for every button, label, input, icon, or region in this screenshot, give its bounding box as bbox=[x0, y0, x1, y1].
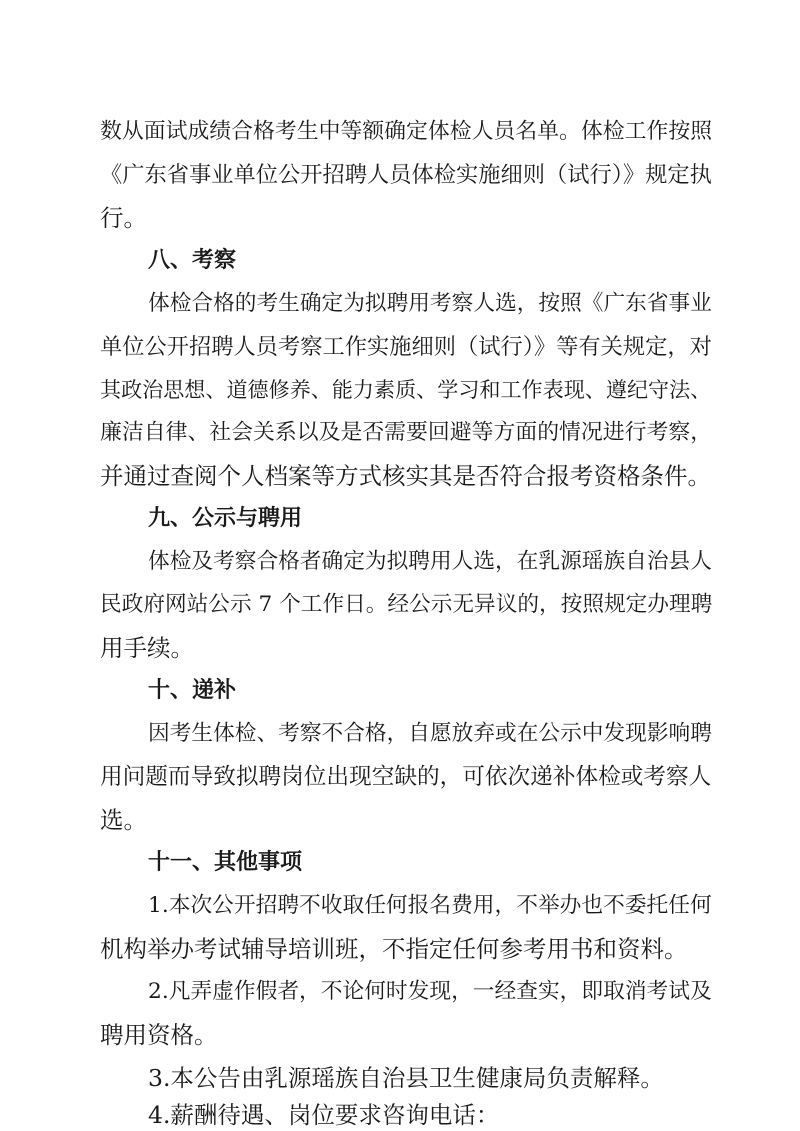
body-text-line: 民政府网站公示 7 个工作日。经公示无异议的，按照规定办理聘 bbox=[100, 592, 713, 617]
body-text-line: 机构举办考试辅导培训班，不指定任何参考用书和资料。 bbox=[100, 935, 688, 963]
section-heading-replacement: 十、递补 bbox=[148, 678, 237, 703]
body-text-line: 《广东省事业单位公开招聘人员体检实施细则（试行）》规定执 bbox=[100, 162, 712, 188]
section-heading-inspection: 八、考察 bbox=[148, 248, 237, 273]
body-text-line: 4.薪酬待遇、岗位要求咨询电话： bbox=[148, 1101, 500, 1129]
section-heading-publicity-employment: 九、公示与聘用 bbox=[148, 506, 303, 531]
body-text-line: 数从面试成绩合格考生中等额确定体检人员名单。体检工作按照 bbox=[100, 119, 713, 144]
body-text-line: 用手续。 bbox=[100, 634, 194, 662]
body-text-line: 廉洁自律、社会关系以及是否需要回避等方面的情况进行考察， bbox=[100, 420, 713, 445]
body-text-line: 体检及考察合格者确定为拟聘用人选，在乳源瑶族自治县人 bbox=[148, 549, 712, 574]
body-text-line: 用问题而导致拟聘岗位出现空缺的，可依次递补体检或考察人 bbox=[100, 764, 712, 790]
body-text-line: 聘用资格。 bbox=[100, 1021, 218, 1049]
body-text-line: 1.本次公开招聘不收取任何报名费用，不举办也不委托任何 bbox=[148, 893, 712, 918]
body-text-line: 体检合格的考生确定为拟聘用考察人选，按照《广东省事业 bbox=[148, 291, 712, 316]
section-heading-other-matters: 十一、其他事项 bbox=[148, 850, 303, 875]
body-text-line: 其政治思想、道德修养、能力素质、学习和工作表现、遵纪守法、 bbox=[100, 377, 712, 402]
body-text-line: 2.凡弄虚作假者，不论何时发现，一经查实，即取消考试及 bbox=[148, 979, 712, 1004]
body-text-line: 因考生体检、考察不合格，自愿放弃或在公示中发现影响聘 bbox=[148, 721, 712, 746]
body-text-line: 并通过查阅个人档案等方式核实其是否符合报考资格条件。 bbox=[100, 462, 711, 490]
body-text-line: 单位公开招聘人员考察工作实施细则（试行）》等有关规定，对 bbox=[100, 334, 712, 360]
body-text-line: 选。 bbox=[100, 806, 147, 834]
body-text-line: 3.本公告由乳源瑶族自治县卫生健康局负责解释。 bbox=[148, 1064, 664, 1092]
body-text-line: 行。 bbox=[100, 204, 147, 232]
